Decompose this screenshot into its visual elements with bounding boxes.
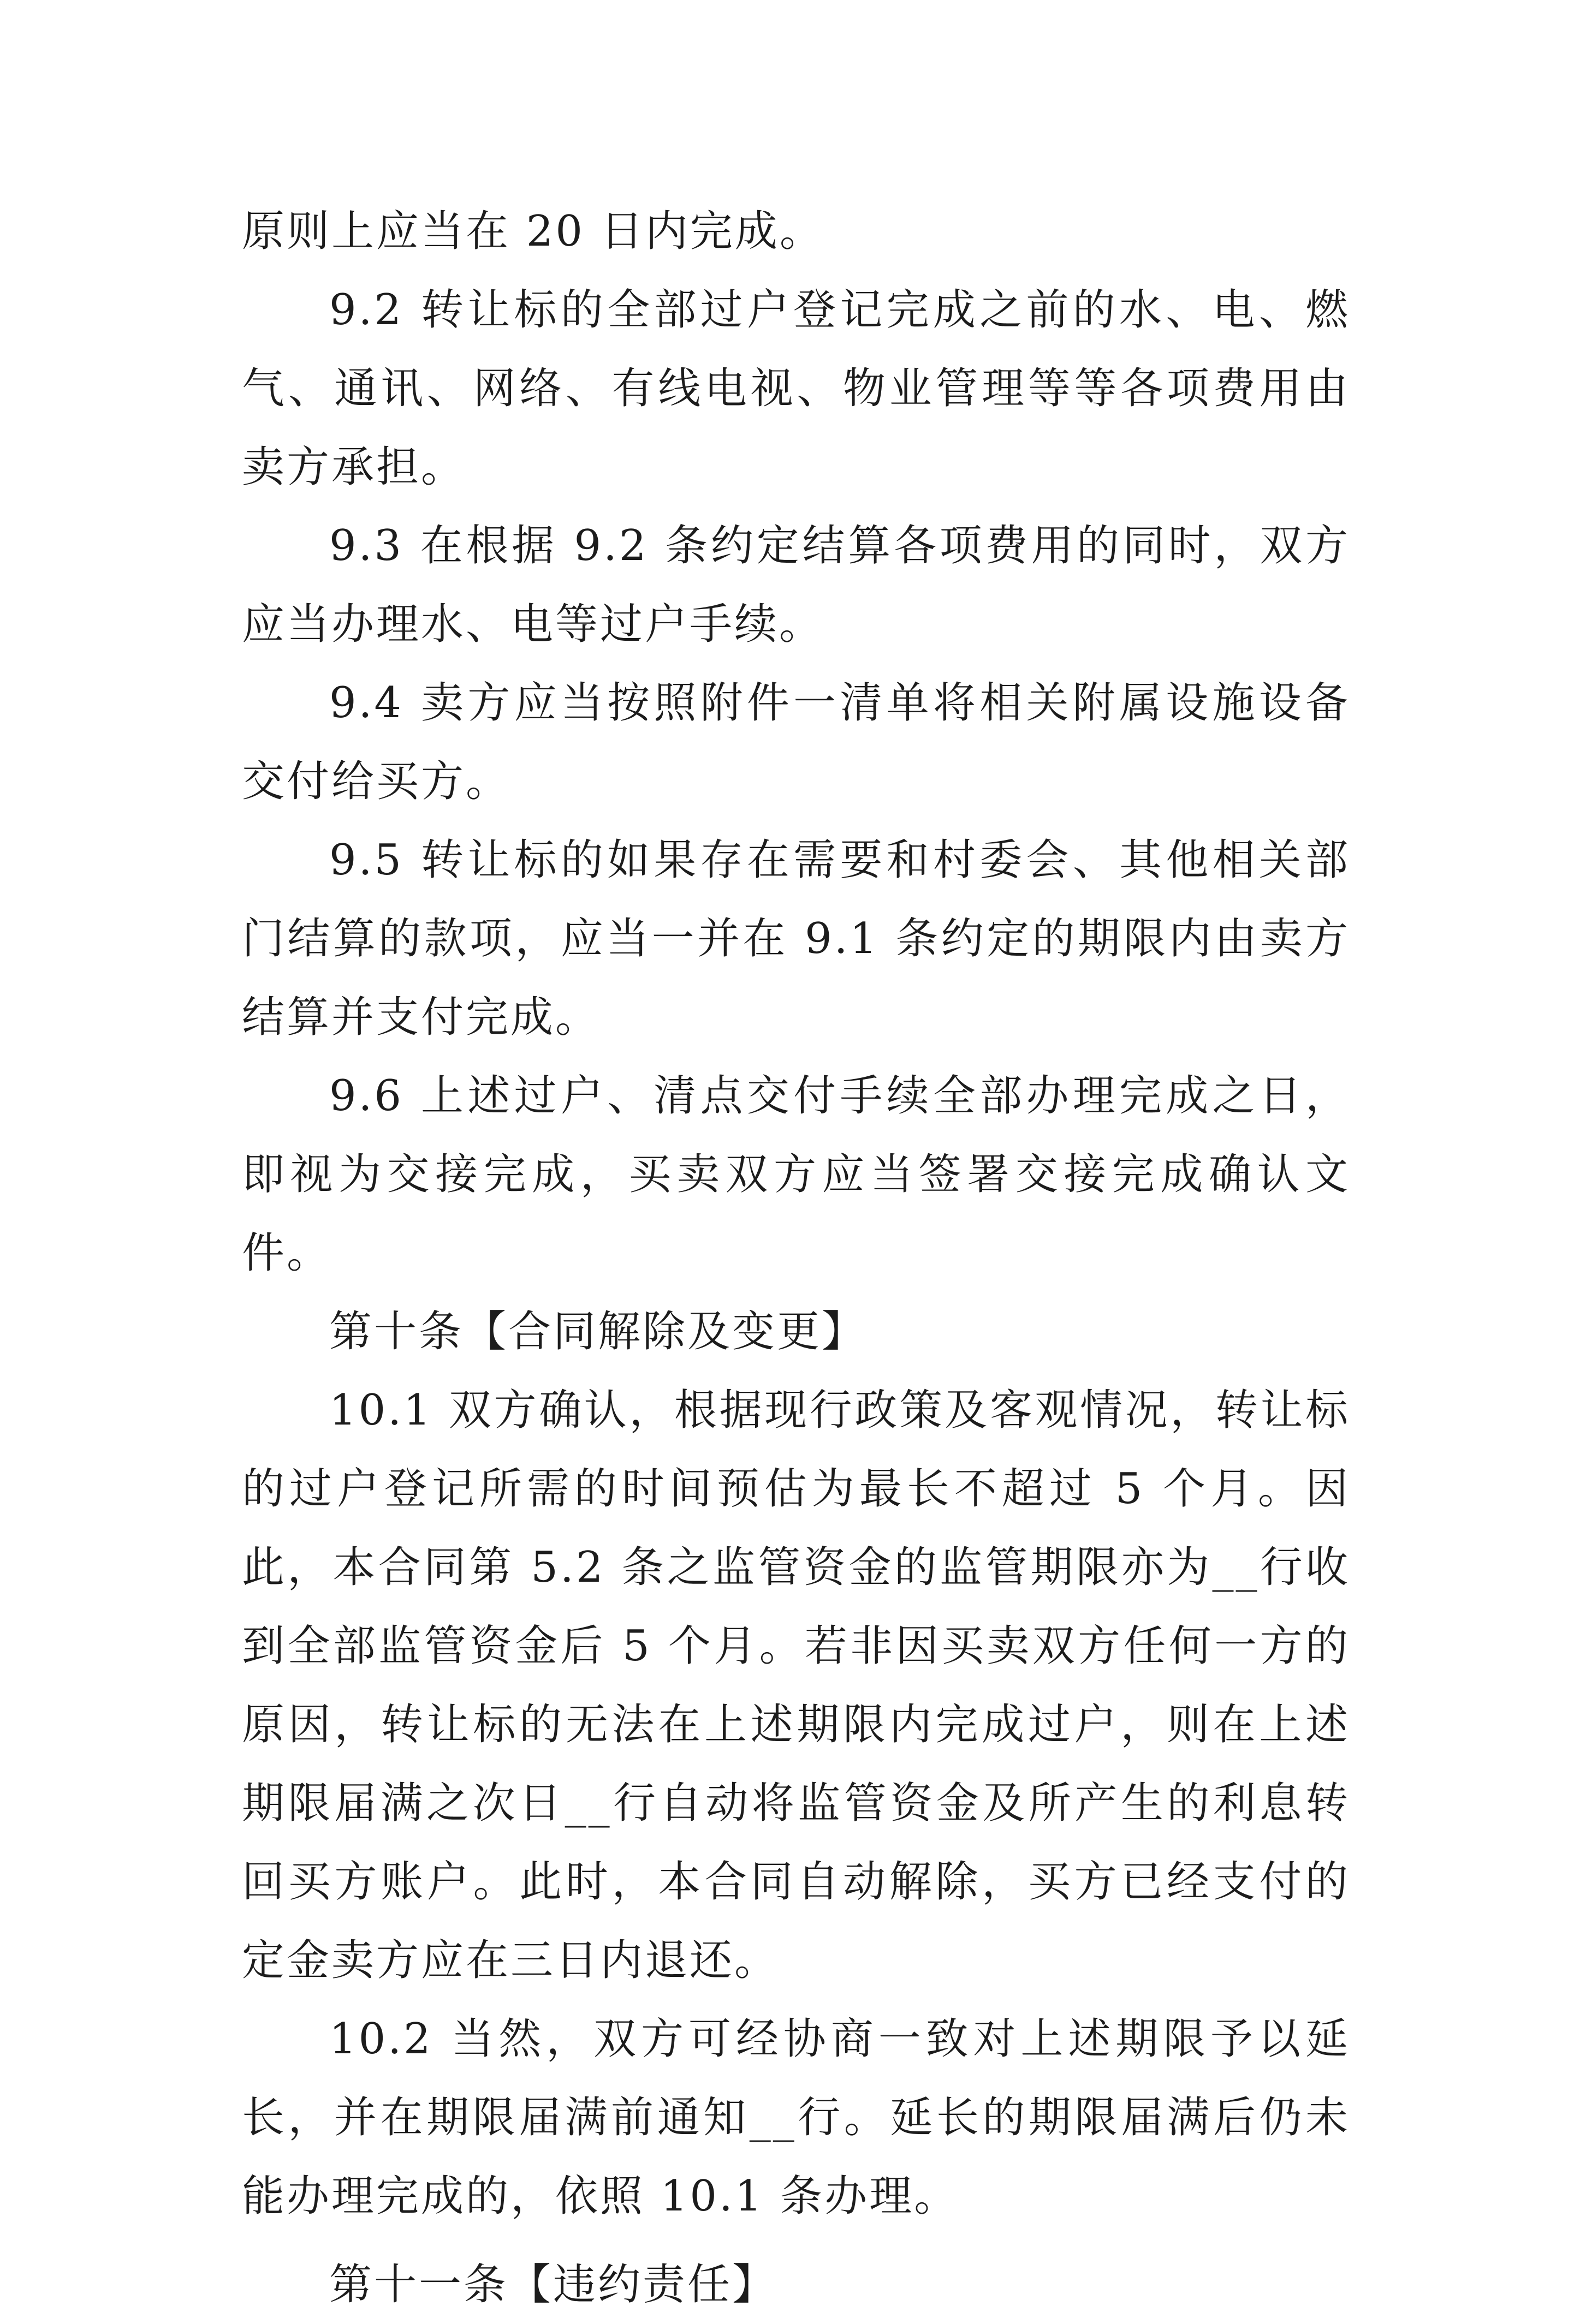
paragraph-9-6: 9.6 上述过户、清点交付手续全部办理完成之日，即视为交接完成，买卖双方应当签署交接完成确认文件。	[242, 1071, 1350, 1278]
document-body	[242, 192, 1350, 2324]
paragraph-10-2: 10.2 当然，双方可经协商一致对上述期限予以延长，并在期限届满前通知__行。延长的期限届满后仍未能办理完成的，依照 10.1 条办理。	[242, 2015, 1350, 2221]
paragraph-9-1-continuation: 原则上应当在 20 日内完成。	[242, 207, 824, 256]
section-heading-article-11: 第十一条【违约责任】	[329, 2260, 777, 2309]
paragraph-9-2: 9.2 转让标的全部过户登记完成之前的水、电、燃气、通讯、网络、有线电视、物业管理等等各项费用由卖方承担。	[242, 285, 1350, 492]
paragraph-9-5: 9.5 转让标的如果存在需要和村委会、其他相关部门结算的款项，应当一并在 9.1 条约定的期限内由卖方结算并支付完成。	[242, 836, 1350, 1042]
paragraph-10-1: 10.1 双方确认，根据现行政策及客观情况，转让标的过户登记所需的时间预估为最长不超过 5 个月。因此，本合同第 5.2 条之监管资金的监管期限亦为__行收到全部监管资金后 5 个月。若非因买卖双方任何一方的原因，转让标的无法在上述期限内完成过户，则在上述期限届满之次日__行自动将监管资金及所产生的利息转回买方账户。此时，本合同自动解除，买方已经支付的定金卖方应在三日内退还。	[242, 1386, 1350, 1985]
paragraph-9-4: 9.4 卖方应当按照附件一清单将相关附属设施设备交付给买方。	[242, 678, 1350, 806]
section-heading-article-10: 第十条【合同解除及变更】	[329, 1307, 867, 1356]
paragraph-9-3: 9.3 在根据 9.2 条约定结算各项费用的同时，双方应当办理水、电等过户手续。	[242, 521, 1350, 649]
